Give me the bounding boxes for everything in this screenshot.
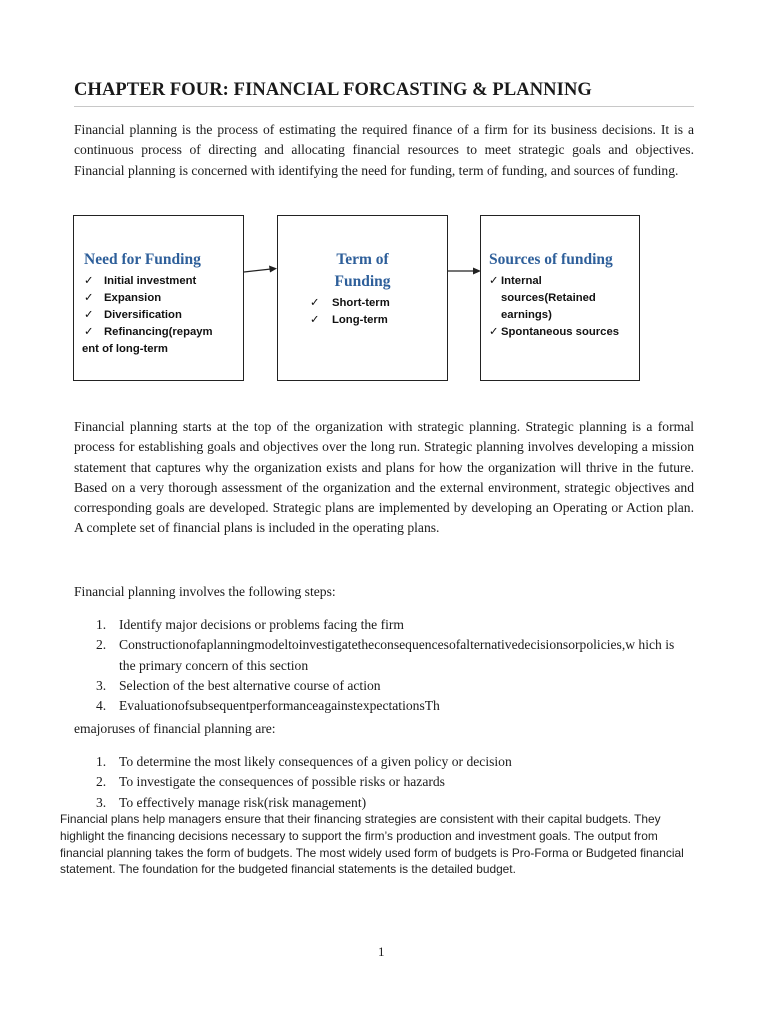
list-item: 3. Selection of the best alternative course of action [96,677,381,693]
list-item: 1. To determine the most likely consequences of a given policy or decision [96,754,512,769]
planning-uses-list [74,752,694,813]
arrow-icon [448,265,482,277]
steps-intro: Financial planning involves the following steps: [74,584,336,599]
need-for-funding-heading: Need for Funding [84,251,201,268]
need-for-funding-list [82,273,240,358]
planning-steps-list [74,615,694,716]
sources-of-funding-list [489,273,637,341]
uses-intro: emajoruses of financial planning are: [74,721,276,736]
page-number: 1 [378,944,385,959]
list-item: 2. To investigate the consequences of possible risks or hazards [96,774,445,790]
checkmark-icon: ✓ [310,297,320,309]
chapter-title: CHAPTER FOUR: FINANCIAL FORCASTING & PLANNING [74,80,694,107]
list-item: ✓ Diversification [82,307,240,324]
term-of-funding-heading: Term of Funding [334,251,391,290]
need-for-funding-box [73,215,244,381]
term-of-funding-box [277,215,448,381]
list-item: ✓ Long-term [310,312,440,329]
term-of-funding-list [310,295,440,329]
checkmark-icon: ✓ [84,292,94,304]
list-item: 1. Identify major decisions or problems facing the firm [96,617,405,632]
list-item: ✓ Short-term [310,295,440,312]
list-item: ✓ Spontaneous sources [489,324,637,341]
strategic-planning-paragraph: Financial planning starts at the top of the organization with strategic planning. Strategic planning is a formal process for establishing goals and objectives over the long run. Strategic planning involves developing a mission statement that captures why the organization exists and plans for how the organization will thrive in the future. Based on a very thorough assessment of the organization and the external environment, strategic objectives and corresponding goals are developed. Strategic plans are implemented by developing an Operating or Action plan. A complete set of financial plans is included in the operating plans. [74,419,694,536]
list-item: ✓ Initial investment [82,273,240,290]
list-item: 4. EvaluationofsubsequentperformanceagainstexpectationsTh [96,698,440,714]
arrow-icon [244,262,278,276]
list-item: 2. Constructionofaplanningmodeltoinvestigatetheconsequencesofalternativedecisionsorpolicies,w hich is the primary concern of this section [96,637,675,673]
checkmark-icon: ✓ [310,314,320,326]
list-item: ✓ Internal sources(Retained earnings) [489,275,596,321]
intro-paragraph: Financial planning is the process of estimating the required finance of a firm for its business decisions. It is a continuous process of directing and allocating financial resources to meet strategic goals and objectives. Financial planning is concerned with identifying the need for funding, term of funding, and sources of funding. [74,122,694,178]
list-item: 3. To effectively manage risk(risk management) [96,794,367,810]
list-item: ✓ Expansion [82,290,240,307]
checkmark-icon: ✓ [84,326,94,338]
sources-of-funding-box [480,215,640,381]
budget-paragraph: Financial plans help managers ensure that their financing strategies are consistent with their capital budgets. They highlight the financing decisions necessary to support the firm’s production and investment goals. The output from financial planning takes the form of budgets. The most widely used form of budgets is Pro-Forma or Budgeted financial statement. The foundation for the budgeted financial statements is the detailed budget. [60,812,684,877]
checkmark-icon: ✓ [84,275,94,287]
list-item: ✓ Refinancing(repaym ent of long-term [82,326,213,355]
sources-of-funding-heading: Sources of funding [489,251,613,268]
checkmark-icon: ✓ [84,309,94,321]
checkmark-icon: ✓ [489,275,499,287]
checkmark-icon: ✓ [489,326,499,338]
